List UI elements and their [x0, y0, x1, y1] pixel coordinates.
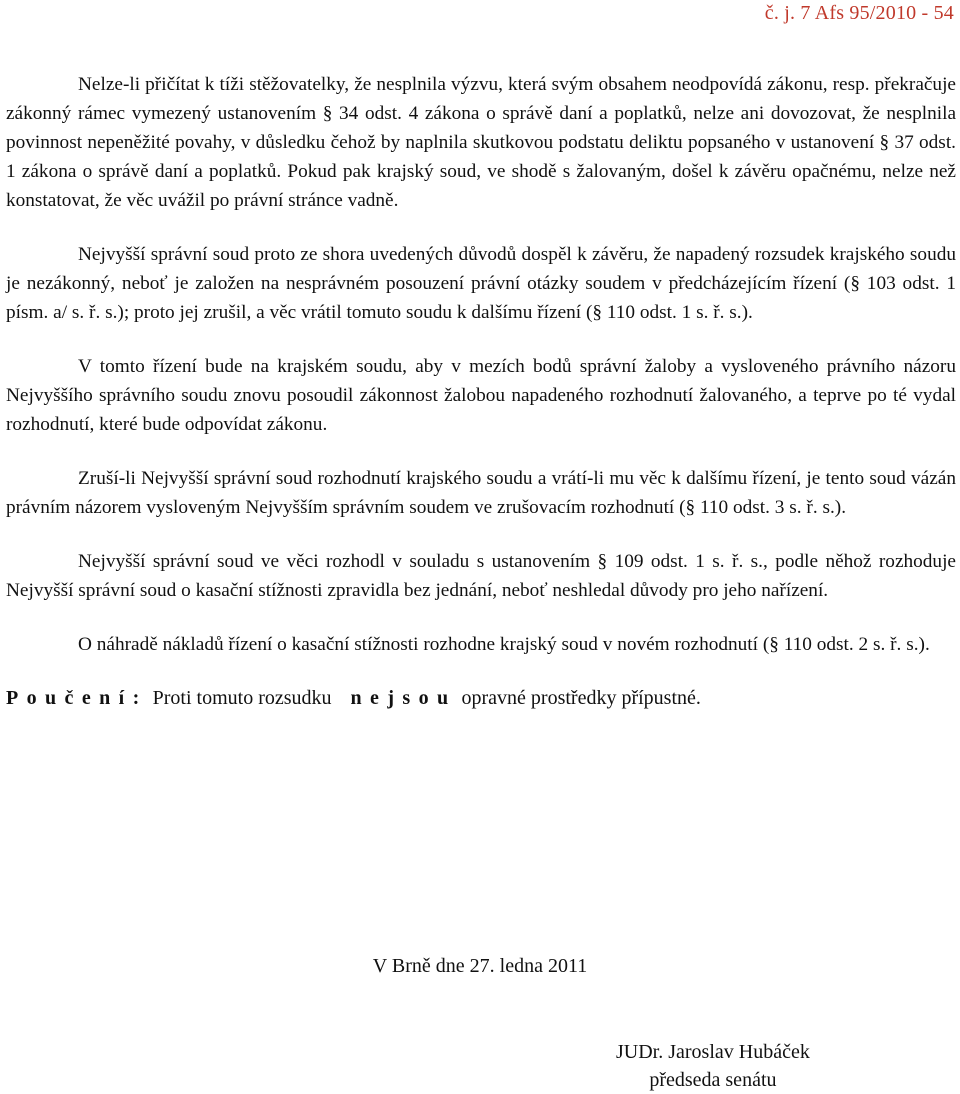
paragraph-5: Nejvyšší správní soud ve věci rozhodl v souladu s ustanovením § 109 odst. 1 s. ř. s., podle něhož rozhoduje Nejvyšší správní soud o kasační stížnosti zpravidla bez jednání, neboť neshledal důvody pro jeho nařízení.: [6, 551, 956, 601]
paragraph-4: Zruší-li Nejvyšší správní soud rozhodnutí krajského soudu a vrátí-li mu věc k dalšímu řízení, je tento soud vázán právním názorem vysloveným Nejvyšším správním soudem ve zrušovacím rozhodnutí (§ 110 odst. 3 s. ř. s.).: [6, 468, 956, 518]
pouceni-line: [6, 684, 956, 713]
signer-name: JUDr. Jaroslav Hubáček: [616, 1041, 810, 1063]
signature-block: [616, 1038, 810, 1094]
pouceni-emphasis: nejsou: [350, 687, 457, 709]
document-body: [6, 70, 956, 713]
case-number: č. j. 7 Afs 95/2010 - 54: [764, 2, 954, 24]
paragraph-6: O náhradě nákladů řízení o kasační stížnosti rozhodne krajský soud v novém rozhodnutí (§ 110 odst. 2 s. ř. s.).: [78, 634, 930, 655]
paragraph-3: V tomto řízení bude na krajském soudu, aby v mezích bodů správní žaloby a vysloveného právního názoru Nejvyššího správního soudu znovu posoudil zákonnost žalobou napadeného rozhodnutí žalovaného, a teprve po té vydal rozhodnutí, které bude odpovídat zákonu.: [6, 356, 956, 435]
signer-title: předseda senátu: [649, 1069, 777, 1091]
date-text: V Brně dne 27. ledna 2011: [372, 955, 588, 977]
paragraph-1: Nelze-li přičítat k tíži stěžovatelky, že nesplnila výzvu, která svým obsahem neodpovídá zákonu, resp. překračuje zákonný rámec vymezený ustanovením § 34 odst. 4 zákona o správě daní a poplatků, nelze ani dovozovat, že nesplnila povinnost nepeněžité povahy, v důsledku čehož by naplnila skutkovou podstatu deliktu popsaného v ustanovení § 37 odst. 1 zákona o správě daní a poplatků. Pokud pak krajský soud, ve shodě s žalovaným, došel k závěru opačnému, nelze než konstatovat, že věc uvážil po právní stránce vadně.: [6, 74, 956, 211]
pouceni-text-after: opravné prostředky přípustné.: [456, 687, 701, 709]
pouceni-text-before: Proti tomuto rozsudku: [147, 687, 337, 709]
date-line: [0, 955, 960, 978]
paragraph-2: Nejvyšší správní soud proto ze shora uvedených důvodů dospěl k závěru, že napadený rozsudek krajského soudu je nezákonný, neboť je založen na nesprávném posouzení právní otázky soudem v předcházejícím řízení (§ 103 odst. 1 písm. a/ s. ř. s.); proto jej zrušil, a věc vrátil tomuto soudu k dalšímu řízení (§ 110 odst. 1 s. ř. s.).: [6, 244, 956, 323]
pouceni-label: Poučení:: [6, 687, 148, 709]
